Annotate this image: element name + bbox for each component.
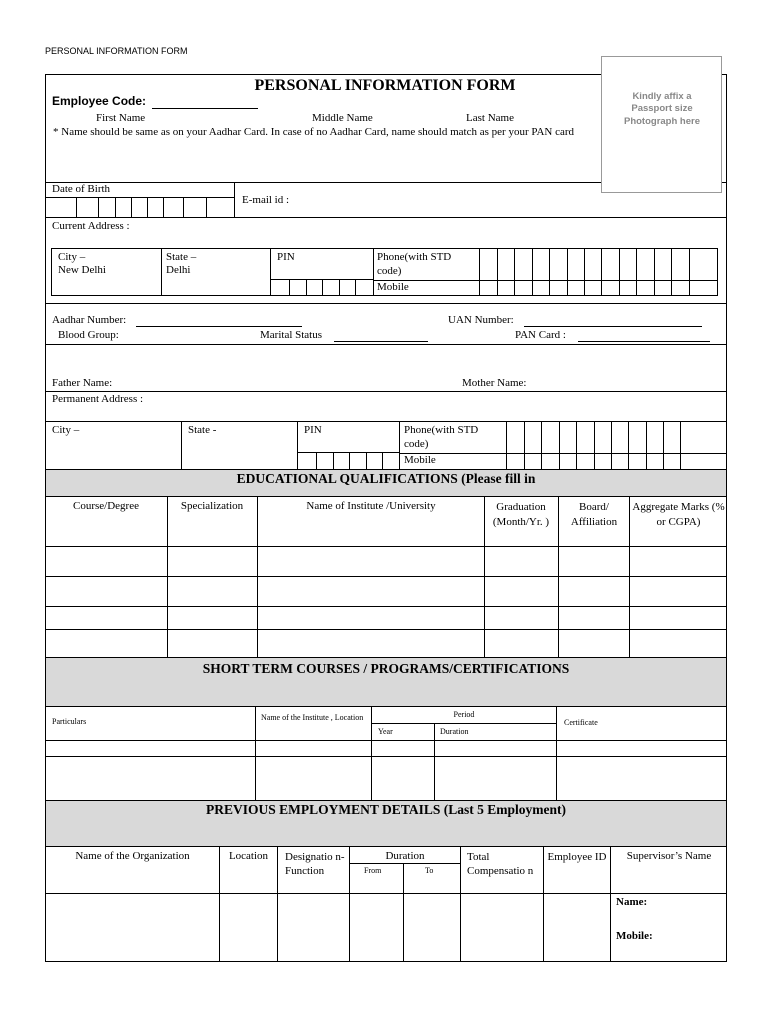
emp-header-to: To bbox=[425, 866, 434, 875]
emp-header-designation: Designatio n-Function bbox=[285, 851, 345, 877]
emp-header-duration: Duration bbox=[385, 850, 425, 862]
emp-section-title: PREVIOUS EMPLOYMENT DETAILS (Last 5 Employment) bbox=[206, 802, 566, 817]
short-header-period: Period bbox=[453, 710, 475, 719]
marital-status-label: Marital Status bbox=[260, 329, 323, 341]
current-state-value: Delhi bbox=[166, 264, 191, 276]
edu-header-board: Board/ Affiliation bbox=[570, 501, 618, 528]
name-note: * Name should be same as on your Aadhar Card. In case of no Aadhar Card, name should match as per your PAN card bbox=[53, 126, 575, 138]
permanent-address-label: Permanent Address : bbox=[52, 393, 144, 405]
perm-state-label: State - bbox=[188, 424, 217, 436]
page-header-label: PERSONAL INFORMATION FORM bbox=[45, 46, 188, 56]
current-city-label: City – bbox=[58, 251, 86, 263]
father-name-label: Father Name: bbox=[52, 377, 113, 389]
uan-label: UAN Number: bbox=[448, 314, 514, 326]
mother-name-label: Mother Name: bbox=[462, 377, 527, 389]
edu-header-institute: Name of Institute /University bbox=[306, 500, 436, 512]
emp-header-employee-id: Employee ID bbox=[547, 851, 607, 863]
emp-header-org: Name of the Organization bbox=[75, 850, 190, 862]
blood-group-label: Blood Group: bbox=[58, 329, 119, 341]
emp-header-location: Location bbox=[228, 850, 269, 862]
edu-header-graduation: Graduation (Month/Yr. ) bbox=[492, 501, 550, 528]
short-header-institute: Name of the Institute , Location bbox=[261, 713, 364, 722]
edu-header-aggregate: Aggregate Marks (% or CGPA) bbox=[632, 501, 725, 528]
dob-label: Date of Birth bbox=[52, 183, 111, 195]
emp-supervisor-mobile-label: Mobile: bbox=[616, 930, 653, 942]
photo-box[interactable] bbox=[601, 56, 722, 193]
perm-city-label: City – bbox=[52, 424, 80, 436]
short-header-particulars: Particulars bbox=[52, 717, 87, 726]
divider bbox=[45, 182, 601, 183]
perm-mobile-label: Mobile bbox=[404, 454, 436, 466]
divider bbox=[45, 344, 727, 345]
divider bbox=[45, 421, 727, 422]
email-label: E-mail id : bbox=[242, 194, 290, 206]
current-mobile-label: Mobile bbox=[377, 281, 409, 293]
employee-code-label: Employee Code: bbox=[52, 94, 147, 108]
divider bbox=[45, 391, 727, 392]
aadhar-field[interactable] bbox=[136, 326, 302, 327]
aadhar-label: Aadhar Number: bbox=[52, 314, 127, 326]
divider bbox=[45, 217, 727, 218]
divider bbox=[722, 182, 727, 183]
emp-header-supervisor: Supervisor’s Name bbox=[626, 850, 712, 862]
short-header-duration: Duration bbox=[440, 727, 469, 736]
marital-status-field[interactable] bbox=[334, 341, 428, 342]
perm-phone-label: Phone(with STD code) bbox=[404, 424, 479, 450]
short-section-title: SHORT TERM COURSES / PROGRAMS/CERTIFICATIONS bbox=[202, 661, 570, 676]
divider bbox=[234, 182, 235, 217]
pan-label: PAN Card : bbox=[515, 329, 566, 341]
photo-box-label: Kindly affix a Passport size Photograph here bbox=[623, 91, 700, 127]
short-header-year: Year bbox=[378, 727, 393, 736]
edu-header-specialization: Specialization bbox=[180, 500, 244, 512]
emp-header-from: From bbox=[364, 866, 382, 875]
current-pin-label: PIN bbox=[277, 251, 295, 263]
perm-pin-label: PIN bbox=[304, 424, 322, 436]
employee-code-field[interactable] bbox=[152, 108, 258, 109]
current-state-label: State – bbox=[166, 251, 197, 263]
emp-supervisor-name-label: Name: bbox=[616, 896, 648, 908]
middle-name-label: Middle Name bbox=[312, 112, 373, 124]
uan-field[interactable] bbox=[524, 326, 702, 327]
emp-header-total: Total Compensatio n bbox=[467, 851, 534, 877]
divider bbox=[45, 303, 727, 304]
last-name-label: Last Name bbox=[466, 112, 514, 124]
edu-header-course: Course/Degree bbox=[73, 500, 139, 512]
pan-field[interactable] bbox=[578, 341, 710, 342]
form-title: PERSONAL INFORMATION FORM bbox=[254, 77, 516, 94]
edu-section-title: EDUCATIONAL QUALIFICATIONS (Please fill in bbox=[236, 471, 536, 486]
first-name-label: First Name bbox=[96, 112, 146, 124]
current-address-label: Current Address : bbox=[52, 220, 130, 232]
current-city-value: New Delhi bbox=[58, 264, 106, 276]
current-phone-label: Phone(with STD code) bbox=[377, 251, 452, 277]
short-header-certificate: Certificate bbox=[564, 718, 598, 727]
